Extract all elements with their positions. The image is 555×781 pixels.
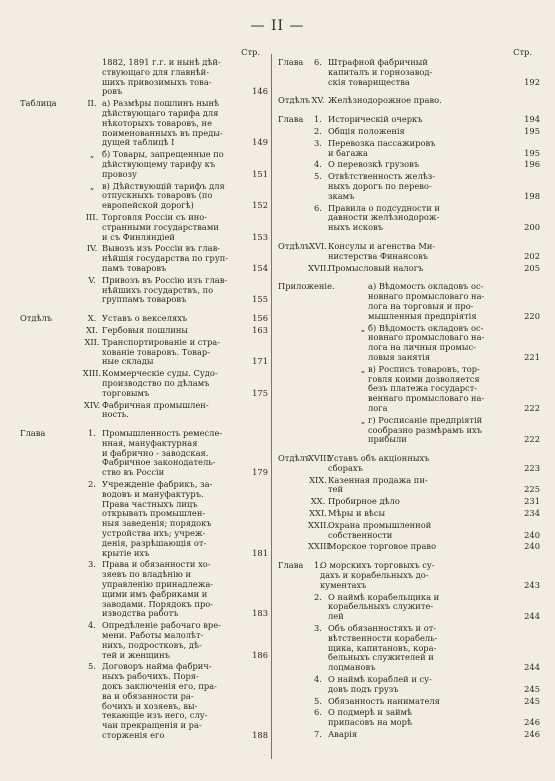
entry-page: 246: [524, 729, 540, 740]
entry-page: 245: [524, 683, 540, 694]
entry-title: 1882, 1891 г.г. и нынѣ дѣй- ствующаго для главнѣй- шихъ привозимыхъ това- ровъ: [102, 57, 221, 97]
toc-entry: [278, 593, 540, 622]
toc-entry: [278, 730, 540, 740]
toc-entry: [278, 509, 540, 519]
toc-entry: [278, 324, 540, 363]
toc-entry: [278, 708, 540, 728]
entry-prefix: Таблица: [20, 98, 57, 109]
entry-prefix: Глава: [20, 428, 46, 439]
entry-title: б) Товары, запрещенные по дѣйствующему тарифу къ провозу: [102, 149, 224, 179]
entry-number: XXII.: [308, 519, 330, 530]
entry-title: Привозъ въ Россію изъ глав- нѣйшихъ государствъ, по группамъ товаровъ: [102, 274, 228, 305]
entry-page: 156: [252, 313, 268, 324]
entry-number: III.: [85, 211, 99, 222]
entry-number: XX.: [310, 496, 326, 507]
entry-prefix: Отдѣлъ: [20, 313, 53, 324]
entry-title: а) Размѣры пошлинъ нынѣ дѣйствующаго тарифа для нѣкоторыхъ товаровъ, не поименованныхъ въ преды- дущей таблицѣ I: [102, 98, 223, 148]
entry-page: 240: [524, 529, 540, 540]
entry-number: 3.: [314, 623, 322, 634]
entry-page: 200: [524, 222, 540, 233]
entry-page: 175: [252, 387, 268, 398]
entry-number: 5.: [314, 695, 322, 706]
entry-number: 2.: [88, 479, 96, 490]
entry-title: в) Росписъ товаровъ, тор- говля коими дозволяется безъ платежа государст- веннаго промысловаго на- лога: [368, 363, 485, 413]
entry-title: Договоръ найма фабрич- ныхъ рабочихъ. Поря- докъ заключенія его, пра- ва и обязанности ра- бочихъ и хозяевъ, вы- текающіе изъ него, слу- чаи прекращенія и ра- сторженія его: [102, 661, 217, 740]
toc-entry: [20, 369, 268, 398]
entry-number: 3.: [314, 137, 322, 148]
entry-prefix: Отдѣлъ: [278, 453, 311, 464]
entry-page: 194: [524, 114, 540, 125]
toc-entry: [278, 282, 540, 321]
entry-number: „: [89, 149, 95, 160]
toc-entry: [20, 480, 268, 558]
toc-entry: [20, 621, 268, 660]
entry-number: 4.: [314, 159, 322, 170]
entry-title: Перевозка пассажировъ и багажа: [328, 137, 436, 158]
entry-title: О перевозкѣ грузовъ: [328, 159, 420, 170]
entry-prefix: Глава: [278, 114, 304, 125]
toc-entry: [278, 561, 540, 590]
toc-entry: [278, 476, 540, 496]
entry-number: 1.: [88, 428, 96, 439]
toc-entry: [20, 338, 268, 367]
entry-prefix: Глава: [278, 57, 304, 67]
entry-title: Казенная продажа пи- тей: [328, 474, 428, 495]
entry-title: Промышленность ремесле- нная, мануфактурная и фабрично - заводская. Фабричное законодатель- ство въ Россіи: [102, 428, 223, 478]
entry-title: О подмерѣ и займѣ припасовъ на морѣ: [328, 707, 413, 728]
entry-title: Историческій очеркъ: [328, 114, 423, 125]
entry-page: 223: [524, 462, 540, 473]
entry-number: 6.: [314, 707, 322, 718]
entry-number: XXI.: [309, 508, 327, 519]
entry-title: Пробирное дѣло: [328, 496, 400, 507]
entry-page: 245: [524, 695, 540, 706]
entry-title: О наймѣ кораблей и су- довъ подъ грузъ: [328, 674, 432, 694]
entry-page: 234: [524, 508, 540, 519]
toc-entry: [20, 244, 268, 273]
toc-entry: [278, 139, 540, 159]
entry-page: 225: [524, 484, 540, 495]
entry-number: XI.: [86, 324, 98, 335]
entry-title: Штрафной фабричный капиталъ и горнозавод- скія товарищества: [328, 57, 433, 87]
entry-number: „: [89, 180, 95, 191]
entry-page: 186: [252, 649, 268, 660]
toc-entry: [278, 521, 540, 541]
toc-entry: [278, 365, 540, 414]
entry-number: XXIII.: [308, 541, 333, 552]
toc-entry: [278, 160, 540, 170]
entry-page: 149: [252, 137, 268, 148]
entry-page: 244: [524, 611, 540, 622]
toc-entry: [278, 624, 540, 673]
entry-number: „: [360, 363, 366, 374]
toc-entry: [278, 675, 540, 695]
entry-title: Консулы и агенства Ми- нистерства Финансовъ: [328, 240, 436, 261]
entry-page: 151: [252, 168, 268, 179]
toc-entry-list: [20, 58, 268, 741]
entry-title: Гербовыя пошлины: [102, 324, 189, 335]
entry-page: 196: [524, 159, 540, 170]
entry-page: 222: [524, 434, 540, 445]
entry-prefix: Отдѣлъ: [278, 95, 311, 106]
toc-entry: [278, 542, 540, 552]
entry-title: Уставъ о векселяхъ: [102, 313, 188, 324]
toc-entry: [20, 58, 268, 97]
entry-number: XV.: [311, 95, 325, 106]
toc-entry: [20, 213, 268, 242]
entry-prefix: Приложеніе.: [278, 281, 335, 292]
entry-title: О наймѣ корабельщика и корабельныхъ служите- лей: [328, 591, 440, 622]
entry-page: 240: [524, 541, 540, 552]
entry-page: 183: [252, 608, 268, 619]
entry-title: Мѣры и вѣсы: [328, 508, 386, 519]
entry-page: 205: [524, 262, 540, 273]
entry-number: 2.: [314, 125, 322, 136]
entry-page: 163: [252, 324, 268, 335]
entry-page: 188: [252, 730, 268, 740]
entry-title: г) Росписаніе предпріятій сообразно размѣрамъ ихъ прибыли: [368, 414, 483, 445]
toc-entry: [278, 204, 540, 233]
toc-entry: [278, 127, 540, 137]
toc-entry: [278, 96, 540, 106]
entry-title: Коммерческіе суды. Судо- производство по дѣламъ торговымъ: [102, 368, 218, 398]
entry-number: 3.: [88, 559, 96, 570]
entry-title: Учрежденіе фабрикъ, за- водовъ и мануфактуръ. Права частныхъ лицъ открывать промышлен- ныя заведенія; порядокъ устройства ихъ; учреж- денія, разрѣшающія от- крытіе ихъ: [102, 479, 213, 558]
entry-title: Отвѣтственность желѣз- ныхъ дорогъ по перево- зкамъ: [328, 171, 436, 201]
entry-title: Охрана промышленной собственности: [328, 519, 432, 540]
entry-page: 243: [524, 579, 540, 590]
entry-page: 155: [252, 294, 268, 305]
entry-title: а) Вѣдомость окладовъ ос- новнаго промысловаго на- лога на торговыя и про- мышленныя предпріятія: [368, 281, 485, 321]
entry-title: Аварія: [328, 729, 358, 740]
entry-number: XII.: [84, 336, 100, 347]
toc-entry: [20, 560, 268, 619]
entry-page: 192: [524, 76, 540, 87]
toc-entry: [278, 697, 540, 707]
column-divider: [271, 54, 272, 759]
toc-entry: [20, 276, 268, 305]
toc-entry: [20, 662, 268, 740]
entry-title: Транспортированіе и стра- хованіе товаровъ. Товар- ные склады: [102, 336, 221, 367]
entry-number: XIII.: [82, 368, 102, 379]
toc-entry: [278, 416, 540, 445]
toc-entry-list: [278, 58, 540, 740]
toc-entry: [278, 115, 540, 125]
entry-title: Торговля Россіи съ ино- странными государствами и съ Финляндіей: [102, 211, 219, 242]
entry-page: 146: [252, 86, 268, 97]
entry-page: 179: [252, 467, 268, 478]
entry-page: 222: [524, 402, 540, 413]
toc-entry: [20, 182, 268, 211]
entry-page: 153: [252, 231, 268, 242]
page-column-header-label: Стр.: [241, 47, 260, 57]
entry-page: 195: [524, 125, 540, 136]
entry-page: 198: [524, 190, 540, 201]
entry-number: „: [360, 322, 366, 333]
entry-title: Общія положенія: [328, 125, 405, 136]
entry-number: II.: [87, 98, 97, 109]
toc-entry: [20, 401, 268, 421]
entry-prefix: Глава: [278, 560, 304, 571]
entry-title: Фабричная промышлен- ность.: [102, 399, 209, 420]
toc-entry: [278, 454, 540, 474]
entry-title: Вывозъ изъ Россіи въ глав- нѣйшія государства по груп- памъ товаровъ: [102, 243, 229, 273]
toc-entry: [278, 242, 540, 262]
entry-title: Объ обязанностяхъ и от- вѣтственности корабель- щика, капитановъ, кора- бельныхъ служителей и лоцмановъ: [328, 623, 438, 673]
toc-entry: [278, 172, 540, 201]
toc-right-column: [278, 46, 540, 742]
entry-number: 4.: [314, 674, 322, 685]
entry-page: 220: [524, 310, 540, 321]
entry-number: XVII.: [308, 262, 330, 273]
entry-number: IV.: [86, 243, 98, 254]
entry-title: Обязанность нанимателя: [328, 695, 440, 706]
entry-prefix: Отдѣлъ: [278, 240, 311, 251]
entry-number: 7.: [314, 729, 322, 740]
entry-number: „: [360, 414, 366, 425]
entry-title: Желѣзнодорожное право.: [328, 95, 442, 106]
entry-page: 202: [524, 250, 540, 261]
entry-title: Права и обязанности хо- зяевъ по владѣнію и управленію принадлежа- щими имъ фабриками и заводами. Порядокъ про- изводства работъ: [102, 559, 214, 619]
entry-title: б) Вѣдомость окладовъ ос- новнаго промысловаго на- лога на личныя промыс- ловыя занятія: [368, 322, 485, 362]
entry-number: XIV.: [83, 399, 101, 410]
page-number: — II —: [250, 18, 305, 34]
entry-title: О морскихъ торговыхъ су- дахъ и корабельныхъ до- кументахъ: [320, 560, 435, 590]
entry-title: Уставъ объ акціонныхъ сборахъ: [328, 453, 430, 473]
entry-page: 154: [252, 262, 268, 273]
entry-number: 1.: [314, 560, 322, 571]
toc-entry: [20, 99, 268, 148]
toc-left-column: [20, 46, 268, 743]
entry-title: Промысловый налогъ: [328, 262, 424, 273]
entry-page: 221: [524, 351, 540, 362]
entry-page: 246: [524, 717, 540, 728]
entry-number: XVI.: [309, 240, 327, 251]
entry-title: в) Дѣйствующій тарифъ для отпускныхъ товаровъ (по европейской дорогѣ): [102, 180, 225, 211]
entry-number: 6.: [314, 202, 322, 213]
entry-number: 1.: [314, 114, 322, 125]
toc-entry: [20, 326, 268, 336]
entry-title: Морское торговое право: [328, 541, 437, 552]
entry-page: 171: [252, 356, 268, 367]
entry-title: Правила о подсудности и давности желѣзнодорож- ныхъ исковъ: [328, 202, 440, 233]
entry-number: XVIII.: [308, 453, 333, 464]
toc-entry: [278, 58, 540, 87]
entry-number: 2.: [314, 591, 322, 602]
entry-number: XIX.: [309, 474, 327, 485]
toc-entry: [278, 497, 540, 507]
entry-page: 195: [524, 147, 540, 158]
toc-entry: [278, 264, 540, 274]
entry-title: Опредѣленіе рабочаго вре- мени. Работы малолѣт- нихъ, подростковъ, дѣ- тей и женщинъ: [102, 620, 221, 660]
toc-entry: [20, 429, 268, 478]
entry-number: 5.: [88, 661, 96, 672]
entry-number: X.: [87, 313, 97, 324]
entry-number: 5.: [314, 171, 322, 182]
entry-number: V.: [88, 274, 96, 285]
toc-entry: [20, 150, 268, 179]
entry-page: 244: [524, 662, 540, 673]
entry-page: 181: [252, 547, 268, 558]
entry-page: 231: [524, 496, 540, 507]
page-column-header-label: Стр.: [513, 47, 532, 57]
entry-number: 4.: [88, 620, 96, 631]
entry-number: 6.: [314, 57, 322, 67]
entry-page: 152: [252, 200, 268, 211]
toc-entry: [20, 314, 268, 324]
